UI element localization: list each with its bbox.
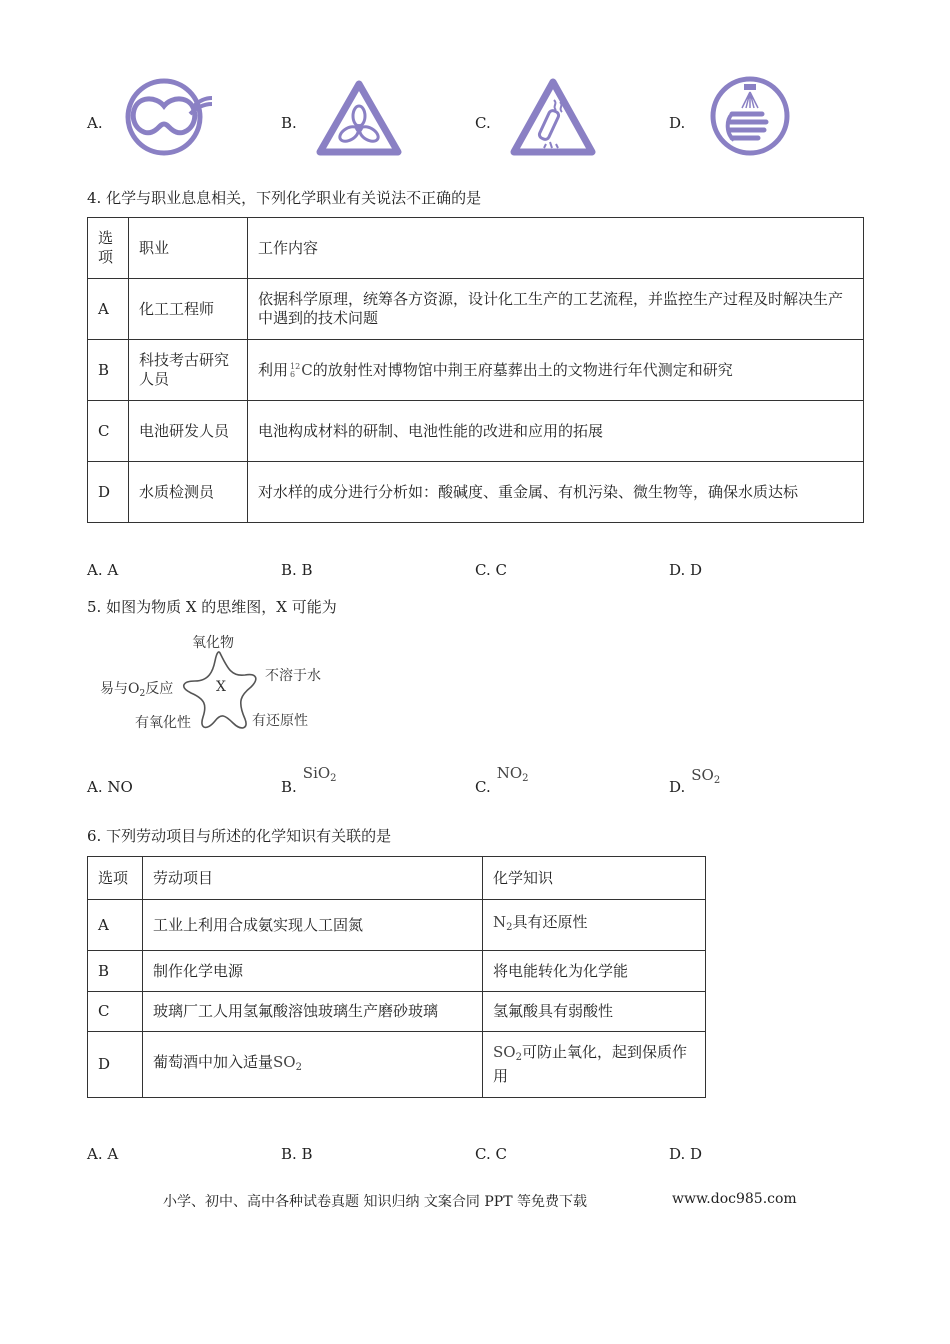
task-cell: 葡萄酒中加入适量$SO_2$ xyxy=(143,1032,483,1098)
task-cell: 工业上利用合成氨实现人工固氮 xyxy=(143,900,483,951)
table-header-cell: 选项 xyxy=(88,857,143,900)
mind-label-bottom-right: 有还原性 xyxy=(252,713,308,729)
table-row xyxy=(88,1032,706,1098)
table-row xyxy=(88,900,706,951)
mind-label-left: 易与$O_2$反应 xyxy=(100,681,174,699)
q5-answer-b: B.SiO$_2$ xyxy=(281,764,337,796)
mind-label-bottom-left: 有氧化性 xyxy=(135,715,191,731)
task-cell: 玻璃厂工人用氢氟酸溶蚀玻璃生产磨砂玻璃 xyxy=(143,992,483,1032)
option-cell: A xyxy=(88,900,143,951)
option-cell: B xyxy=(88,340,129,401)
knowledge-cell: 氢氟酸具有弱酸性 xyxy=(483,992,706,1032)
mind-label-right: 不溶于水 xyxy=(265,668,321,684)
table-row xyxy=(88,279,864,340)
q3-option-b-label: B. xyxy=(281,114,297,132)
footer-url[interactable]: www.doc985.com xyxy=(672,1191,797,1207)
knowledge-cell: 将电能转化为化学能 xyxy=(483,951,706,992)
q4-answer-a: A. A xyxy=(87,561,119,579)
job-cell: 科技考古研究人员 xyxy=(129,340,248,401)
table-row xyxy=(88,992,706,1032)
table-header-cell: 劳动项目 xyxy=(143,857,483,900)
q5-title: 5. 如图为物质 X 的思维图，X 可能为 xyxy=(87,598,337,616)
option-cell: C xyxy=(88,401,129,462)
option-cell: D xyxy=(88,1032,143,1098)
knowledge-cell: $N_2$具有还原性 xyxy=(483,900,706,951)
table-row xyxy=(88,462,864,523)
q4-answer-d: D. D xyxy=(669,561,703,579)
goggles-icon xyxy=(124,76,216,158)
task-cell: 制作化学电源 xyxy=(143,951,483,992)
q3-option-c-label: C. xyxy=(475,114,491,132)
option-cell: B xyxy=(88,951,143,992)
q6-table xyxy=(87,856,706,1098)
hand-washing-icon xyxy=(706,74,794,158)
job-cell: 水质检测员 xyxy=(129,462,248,523)
q4-answer-c: C. C xyxy=(475,561,507,579)
table-header-cell: 工作内容 xyxy=(248,218,864,279)
option-cell: C xyxy=(88,992,143,1032)
table-header-row xyxy=(88,218,864,279)
fan-ventilation-icon xyxy=(314,78,404,158)
q6-answer-a: A. A xyxy=(87,1145,119,1163)
q6-answer-d: D. D xyxy=(669,1145,703,1163)
content-cell: 依据科学原理，统筹各方资源，设计化工生产的工艺流程，并监控生产过程及时解决生产中遇到的技术问题 xyxy=(248,279,864,340)
mind-label-top: 氧化物 xyxy=(192,635,234,651)
job-cell: 电池研发人员 xyxy=(129,401,248,462)
content-cell: 对水样的成分进行分析如：酸碱度、重金属、有机污染、微生物等，确保水质达标 xyxy=(248,462,864,523)
q5-answer-d: $D.SO_2$ xyxy=(669,766,721,796)
mind-map-diagram xyxy=(95,625,355,740)
table-row xyxy=(88,401,864,462)
content-cell: 电池构成材料的研制、电池性能的改进和应用的拓展 xyxy=(248,401,864,462)
q5-answer-a: A. NO xyxy=(87,778,133,796)
q4-answer-b: B. B xyxy=(281,561,313,579)
option-cell: D xyxy=(88,462,129,523)
q3-option-a-label: A. xyxy=(87,114,103,132)
q5-answer-c: $C.NO_2$ xyxy=(475,764,529,796)
footer-text: 小学、初中、高中各种试卷真题 知识归纳 文案合同 PPT 等免费下载 xyxy=(163,1194,587,1210)
table-row xyxy=(88,951,706,992)
table-row xyxy=(88,340,864,401)
q6-answer-c: C. C xyxy=(475,1145,507,1163)
q4-title: 4. 化学与职业息息相关，下列化学职业有关说法不正确的是 xyxy=(87,189,482,207)
content-cell: 利用 12 6 C的放射性对博物馆中荆王府墓葬出土的文物进行年代测定和研究 xyxy=(248,340,864,401)
isotope-notation: 12 6 xyxy=(290,361,301,379)
q6-title: 6. 下列劳动项目与所述的化学知识有关联的是 xyxy=(87,827,392,845)
q4-table xyxy=(87,217,864,523)
q6-answer-b: B. B xyxy=(281,1145,313,1163)
knowledge-cell: $SO_2$可防止氧化，起到保质作用 xyxy=(483,1032,706,1098)
job-cell: 化工工程师 xyxy=(129,279,248,340)
option-cell: A xyxy=(88,279,129,340)
mind-center-x: X xyxy=(216,679,226,695)
table-header-cell: 选项 xyxy=(88,218,129,279)
hot-test-tube-icon xyxy=(508,76,598,158)
table-header-cell: 职业 xyxy=(129,218,248,279)
q3-option-d-label: D. xyxy=(669,114,686,132)
table-header-cell: 化学知识 xyxy=(483,857,706,900)
table-header-row xyxy=(88,857,706,900)
